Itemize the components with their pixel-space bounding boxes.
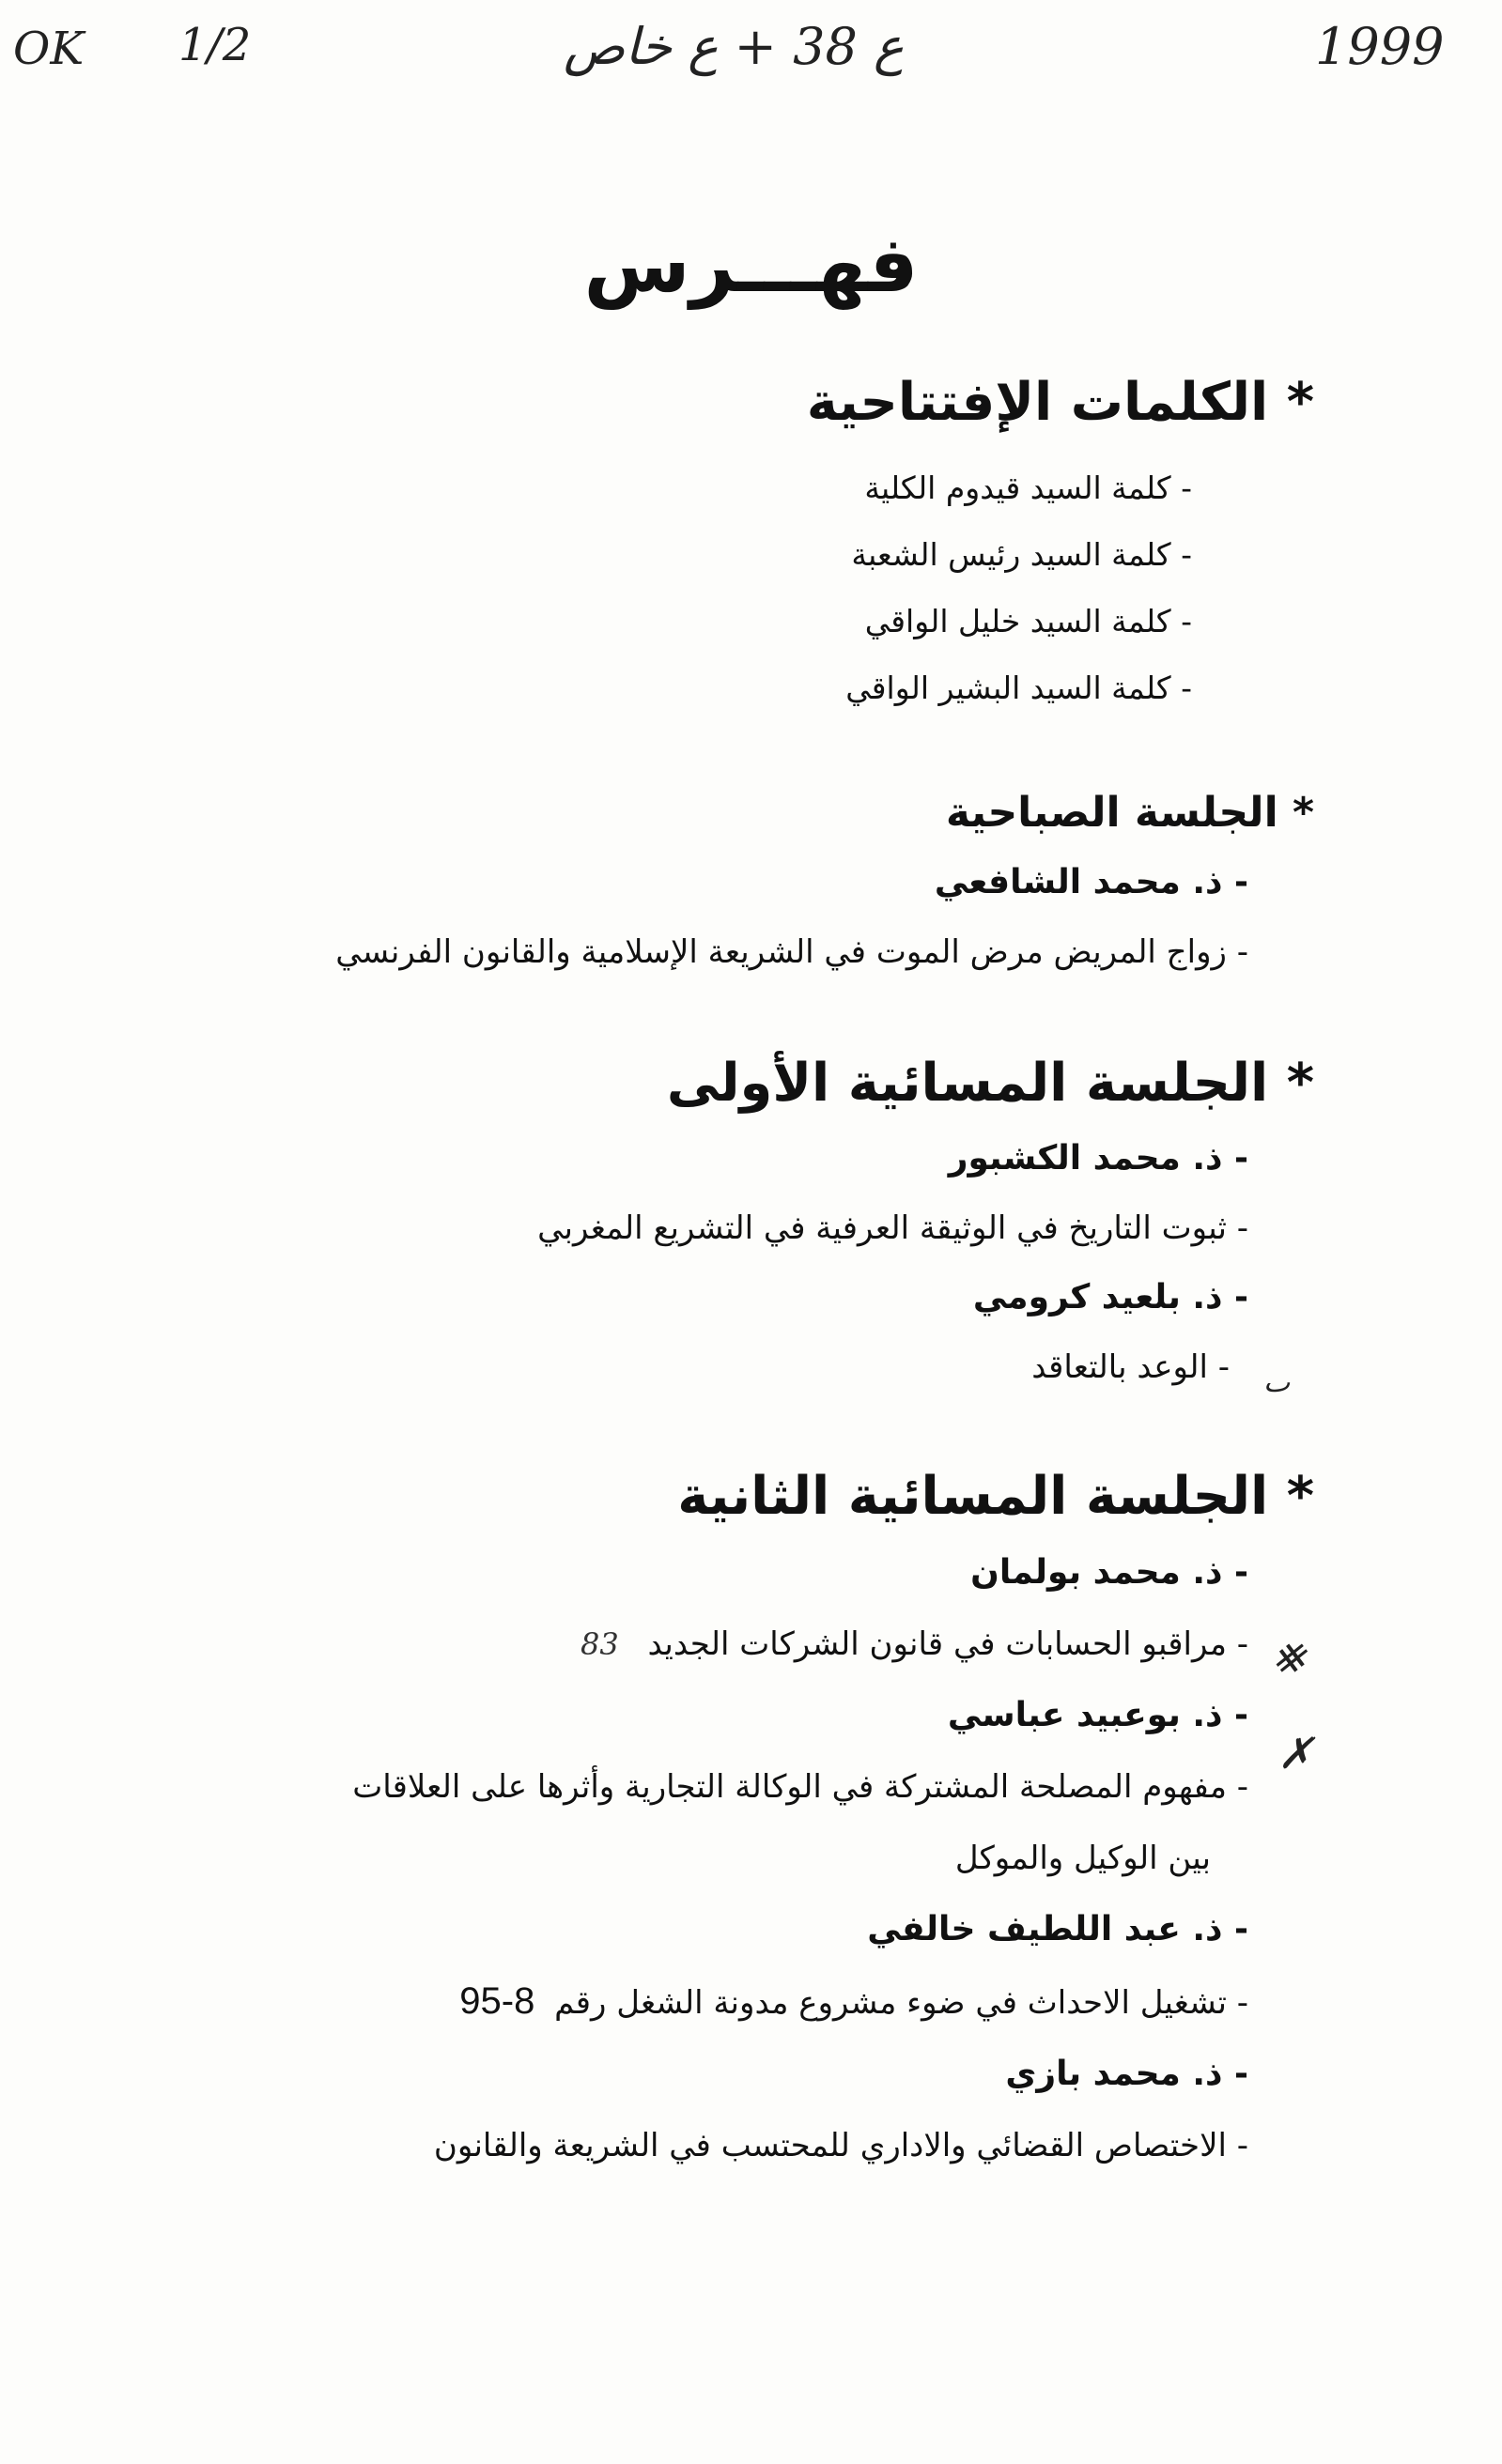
handwritten-archive-note: ع 38 + ع خاص	[564, 17, 905, 76]
paper-title-continuation: بين الوكيل والموكل	[954, 1840, 1211, 1878]
speaker-name: - ذ. بوعبيد عباسي	[947, 1696, 1248, 1735]
handwritten-year: 1999	[1315, 17, 1445, 76]
margin-mark-icon: ٮ	[1263, 1366, 1291, 1399]
section-evening-2	[225, 1465, 1314, 2181]
section-heading: * الكلمات الإفتتاحية	[806, 372, 1314, 433]
handwritten-page-note: 83	[581, 1626, 619, 1663]
section-morning	[225, 789, 1314, 987]
list-item: - كلمة السيد خليل الواقي	[864, 603, 1192, 640]
speaker-name: - ذ. محمد الشافعي	[934, 862, 1248, 901]
list-item: - كلمة السيد قيدوم الكلية	[864, 470, 1192, 507]
speaker-name: - ذ. محمد بازي	[1005, 2055, 1248, 2094]
paper-title: - الاختصاص القضائي والاداري للمحتسب في الشريعة والقانون	[433, 2127, 1248, 2165]
section-opening	[225, 371, 1314, 721]
speaker-name: - ذ. عبد اللطيف خالفي	[867, 1910, 1248, 1949]
section-evening-1	[225, 1052, 1314, 1402]
handwritten-fraction: 1/2	[178, 19, 252, 71]
cross-mark-icon: ✗	[1277, 1728, 1314, 1779]
list-item: - كلمة السيد رئيس الشعبة	[851, 536, 1192, 574]
paper-title-text: - تشغيل الاحداث في ضوء مشروع مدونة الشغل رقم	[554, 1984, 1248, 2023]
paper-title: - الوعد بالتعاقد	[1031, 1348, 1230, 1387]
cross-mark-icon: ⨳	[1273, 1625, 1305, 1684]
speaker-name: - ذ. محمد بولمان	[970, 1553, 1248, 1593]
speaker-name: - ذ. محمد الكشبور	[948, 1139, 1248, 1178]
paper-title: - ثبوت التاريخ في الوثيقة العرفية في التشريع المغربي	[537, 1209, 1248, 1248]
paper-title	[225, 1609, 1314, 1680]
section-heading: * الجلسة الصباحية	[945, 789, 1314, 837]
page-title: فهـــرس	[583, 221, 919, 310]
section-heading: * الجلسة المسائية الثانية	[677, 1466, 1314, 1527]
list-item: - كلمة السيد البشير الواقي	[845, 670, 1192, 707]
paper-title	[225, 1965, 1314, 2039]
paper-title: - مفهوم المصلحة المشتركة في الوكالة التجارية وأثرها على العلاقات	[352, 1768, 1248, 1807]
paper-title-text: - مراقبو الحسابات في قانون الشركات الجديد	[647, 1625, 1248, 1664]
paper-title: - زواج المريض مرض الموت في الشريعة الإسلامية والقانون الفرنسي	[335, 932, 1248, 971]
law-number: 95-8	[459, 1980, 535, 2023]
handwritten-ok: OK	[13, 23, 85, 75]
section-heading: * الجلسة المسائية الأولى	[666, 1053, 1314, 1114]
speaker-name: - ذ. بلعيد كرومي	[972, 1278, 1248, 1317]
